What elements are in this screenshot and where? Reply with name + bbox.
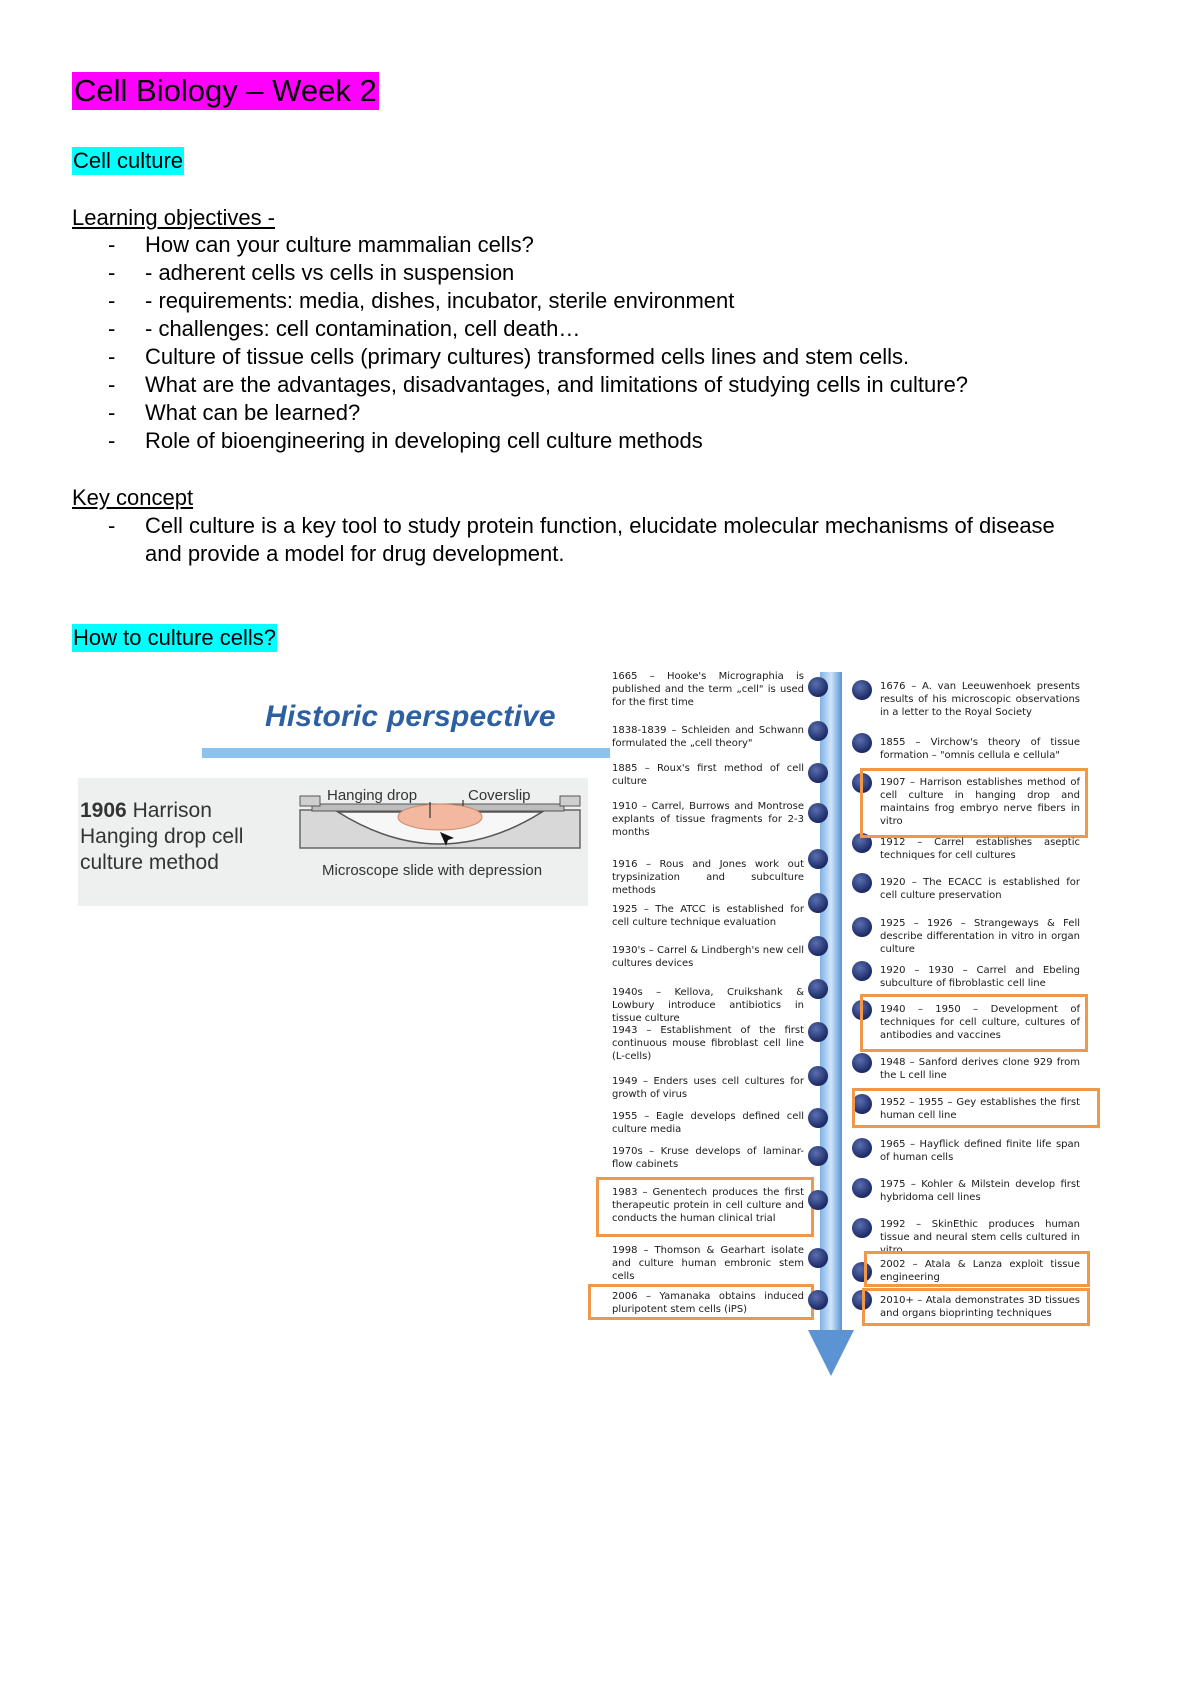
label-microscope-slide: Microscope slide with depression bbox=[322, 862, 543, 879]
timeline-arrow-head bbox=[808, 1330, 854, 1376]
timeline-dot bbox=[808, 1190, 828, 1210]
timeline-dot bbox=[852, 873, 872, 893]
timeline-event-left: 1940s – Kellova, Cruikshank & Lowbury introduce antibiotics in tissue culture bbox=[612, 987, 804, 1024]
timeline-dot bbox=[808, 979, 828, 999]
hd-line2: Hanging drop cell bbox=[80, 825, 244, 848]
timeline-dot bbox=[808, 893, 828, 913]
timeline-dot bbox=[808, 1066, 828, 1086]
timeline-dot bbox=[808, 763, 828, 783]
label-coverslip: Coverslip bbox=[468, 787, 531, 804]
timeline-event-right: 1855 – Virchow's theory of tissue formation – "omnis cellula e cellula" bbox=[880, 737, 1080, 761]
timeline-event-left: 1665 – Hooke's Micrographia is published and the term „cell" is used for the first time bbox=[612, 671, 804, 708]
timeline-dot bbox=[808, 1248, 828, 1268]
list-item: - - requirements: media, dishes, incubator, sterile environment bbox=[72, 287, 1132, 315]
timeline-event-left: 1838-1839 – Schleiden and Schwann formulated the „cell theory" bbox=[612, 725, 804, 749]
timeline-dot bbox=[852, 1218, 872, 1238]
timeline-dot bbox=[808, 1108, 828, 1128]
timeline-dot bbox=[852, 961, 872, 981]
document-title: Cell Biology – Week 2 bbox=[74, 73, 377, 108]
timeline-dot bbox=[808, 1022, 828, 1042]
timeline-event-right: 1965 – Hayflick defined finite life span of human cells bbox=[880, 1139, 1080, 1163]
learning-objectives-heading: Learning objectives - bbox=[72, 205, 276, 230]
hanging-drop-shape bbox=[398, 804, 482, 830]
timeline-event-right: 1676 – A. van Leeuwenhoek presents results of his microscopic observations in a letter to the Royal Society bbox=[880, 681, 1080, 718]
timeline-dot bbox=[852, 1178, 872, 1198]
timeline-event-left: 1930's – Carrel & Lindbergh's new cell cultures devices bbox=[612, 945, 804, 969]
timeline-event-right: 1920 – 1930 – Carrel and Ebeling subculture of fibroblastic cell line bbox=[880, 965, 1080, 989]
list-item: - Role of bioengineering in developing cell culture methods bbox=[72, 427, 1132, 455]
timeline-event-left: 1998 – Thomson & Gearhart isolate and culture human embronic stem cells bbox=[612, 1245, 804, 1282]
learning-objectives-list bbox=[72, 231, 1132, 455]
section-heading-how-to-culture: How to culture cells? bbox=[73, 625, 276, 650]
timeline-dot bbox=[852, 1138, 872, 1158]
hd-line3: culture method bbox=[80, 851, 219, 874]
timeline-event-left: 1925 – The ATCC is established for cell culture technique evaluation bbox=[612, 904, 804, 928]
figure-heading: Historic perspective bbox=[265, 700, 556, 733]
timeline-dot bbox=[808, 1290, 828, 1310]
timeline-event-right: 1920 – The ECACC is established for cell culture preservation bbox=[880, 877, 1080, 901]
timeline-event-right: 1912 – Carrel establishes aseptic techniques for cell cultures bbox=[880, 837, 1080, 861]
timeline-event-left: 1916 – Rous and Jones work out trypsinization and subculture methods bbox=[612, 859, 804, 896]
list-item: - What are the advantages, disadvantages, and limitations of studying cells in culture? bbox=[72, 371, 1132, 399]
heading-underline bbox=[202, 748, 610, 758]
timeline-dot bbox=[808, 1146, 828, 1166]
hd-name: Harrison bbox=[132, 799, 212, 822]
timeline-event-right: 1975 – Kohler & Milstein develop first hybridoma cell lines bbox=[880, 1179, 1080, 1203]
list-item: - - adherent cells vs cells in suspension bbox=[72, 259, 1132, 287]
list-item: - How can your culture mammalian cells? bbox=[72, 231, 1132, 259]
timeline-dot bbox=[808, 849, 828, 869]
timeline-event-right: 2002 – Atala & Lanza exploit tissue engineering bbox=[880, 1259, 1080, 1283]
timeline-event-left: 1955 – Eagle develops defined cell culture media bbox=[612, 1111, 804, 1135]
timeline-event-right: 1907 – Harrison establishes method of cell culture in hanging drop and maintains frog embryo nerve fibers in vitro bbox=[880, 777, 1080, 827]
timeline-event-left: 2006 – Yamanaka obtains induced pluripotent stem cells (iPS) bbox=[612, 1291, 804, 1315]
timeline-event-right: 1948 – Sanford derives clone 929 from the L cell line bbox=[880, 1057, 1080, 1081]
timeline-dot bbox=[808, 721, 828, 741]
label-hanging-drop: Hanging drop bbox=[327, 787, 418, 804]
timeline-event-right: 1952 – 1955 – Gey establishes the first human cell line bbox=[880, 1097, 1080, 1121]
timeline-event-left: 1885 – Roux's first method of cell culture bbox=[612, 763, 804, 787]
list-item: - Culture of tissue cells (primary cultures) transformed cells lines and stem cells. bbox=[72, 343, 1132, 371]
hanging-drop-diagram bbox=[298, 790, 588, 898]
list-item: - What can be learned? bbox=[72, 399, 1132, 427]
timeline-event-right: 1925 – 1926 – Strangeways & Fell describe differentation in vitro in organ culture bbox=[880, 918, 1080, 955]
timeline-event-right: 1992 – SkinEthic produces human tissue and neural stem cells cultured in vitro bbox=[880, 1219, 1080, 1256]
list-item: - - challenges: cell contamination, cell death… bbox=[72, 315, 1132, 343]
timeline-dot bbox=[852, 733, 872, 753]
timeline-event-left: 1943 – Establishment of the first continuous mouse fibroblast cell line (L-cells) bbox=[612, 1025, 804, 1062]
timeline-dot bbox=[852, 917, 872, 937]
timeline-event-right: 2010+ – Atala demonstrates 3D tissues and organs bioprinting techniques bbox=[880, 1295, 1080, 1319]
key-concept-heading: Key concept bbox=[72, 485, 194, 510]
timeline-event-left: 1910 – Carrel, Burrows and Montrose explants of tissue fragments for 2-3 months bbox=[612, 801, 804, 838]
hd-year: 1906 bbox=[80, 799, 127, 822]
timeline-dot bbox=[808, 803, 828, 823]
timeline-dot bbox=[852, 680, 872, 700]
timeline-dot bbox=[808, 936, 828, 956]
key-concept-list bbox=[72, 512, 1092, 568]
hanging-drop-caption bbox=[80, 798, 243, 876]
list-item: - Cell culture is a key tool to study protein function, elucidate molecular mechanisms of disease and provide a model for drug development. bbox=[72, 512, 1092, 568]
timeline-event-left: 1983 – Genentech produces the first therapeutic protein in cell culture and conducts the human clinical trial bbox=[612, 1187, 804, 1224]
timeline-event-left: 1949 – Enders uses cell cultures for growth of virus bbox=[612, 1076, 804, 1100]
section-heading-cell-culture: Cell culture bbox=[73, 148, 184, 173]
timeline-event-right: 1940 – 1950 – Development of techniques for cell culture, cultures of antibodies and vaccines bbox=[880, 1004, 1080, 1041]
timeline-dot bbox=[808, 677, 828, 697]
timeline-dot bbox=[852, 1053, 872, 1073]
timeline-event-left: 1970s – Kruse develops of laminar-flow cabinets bbox=[612, 1146, 804, 1170]
